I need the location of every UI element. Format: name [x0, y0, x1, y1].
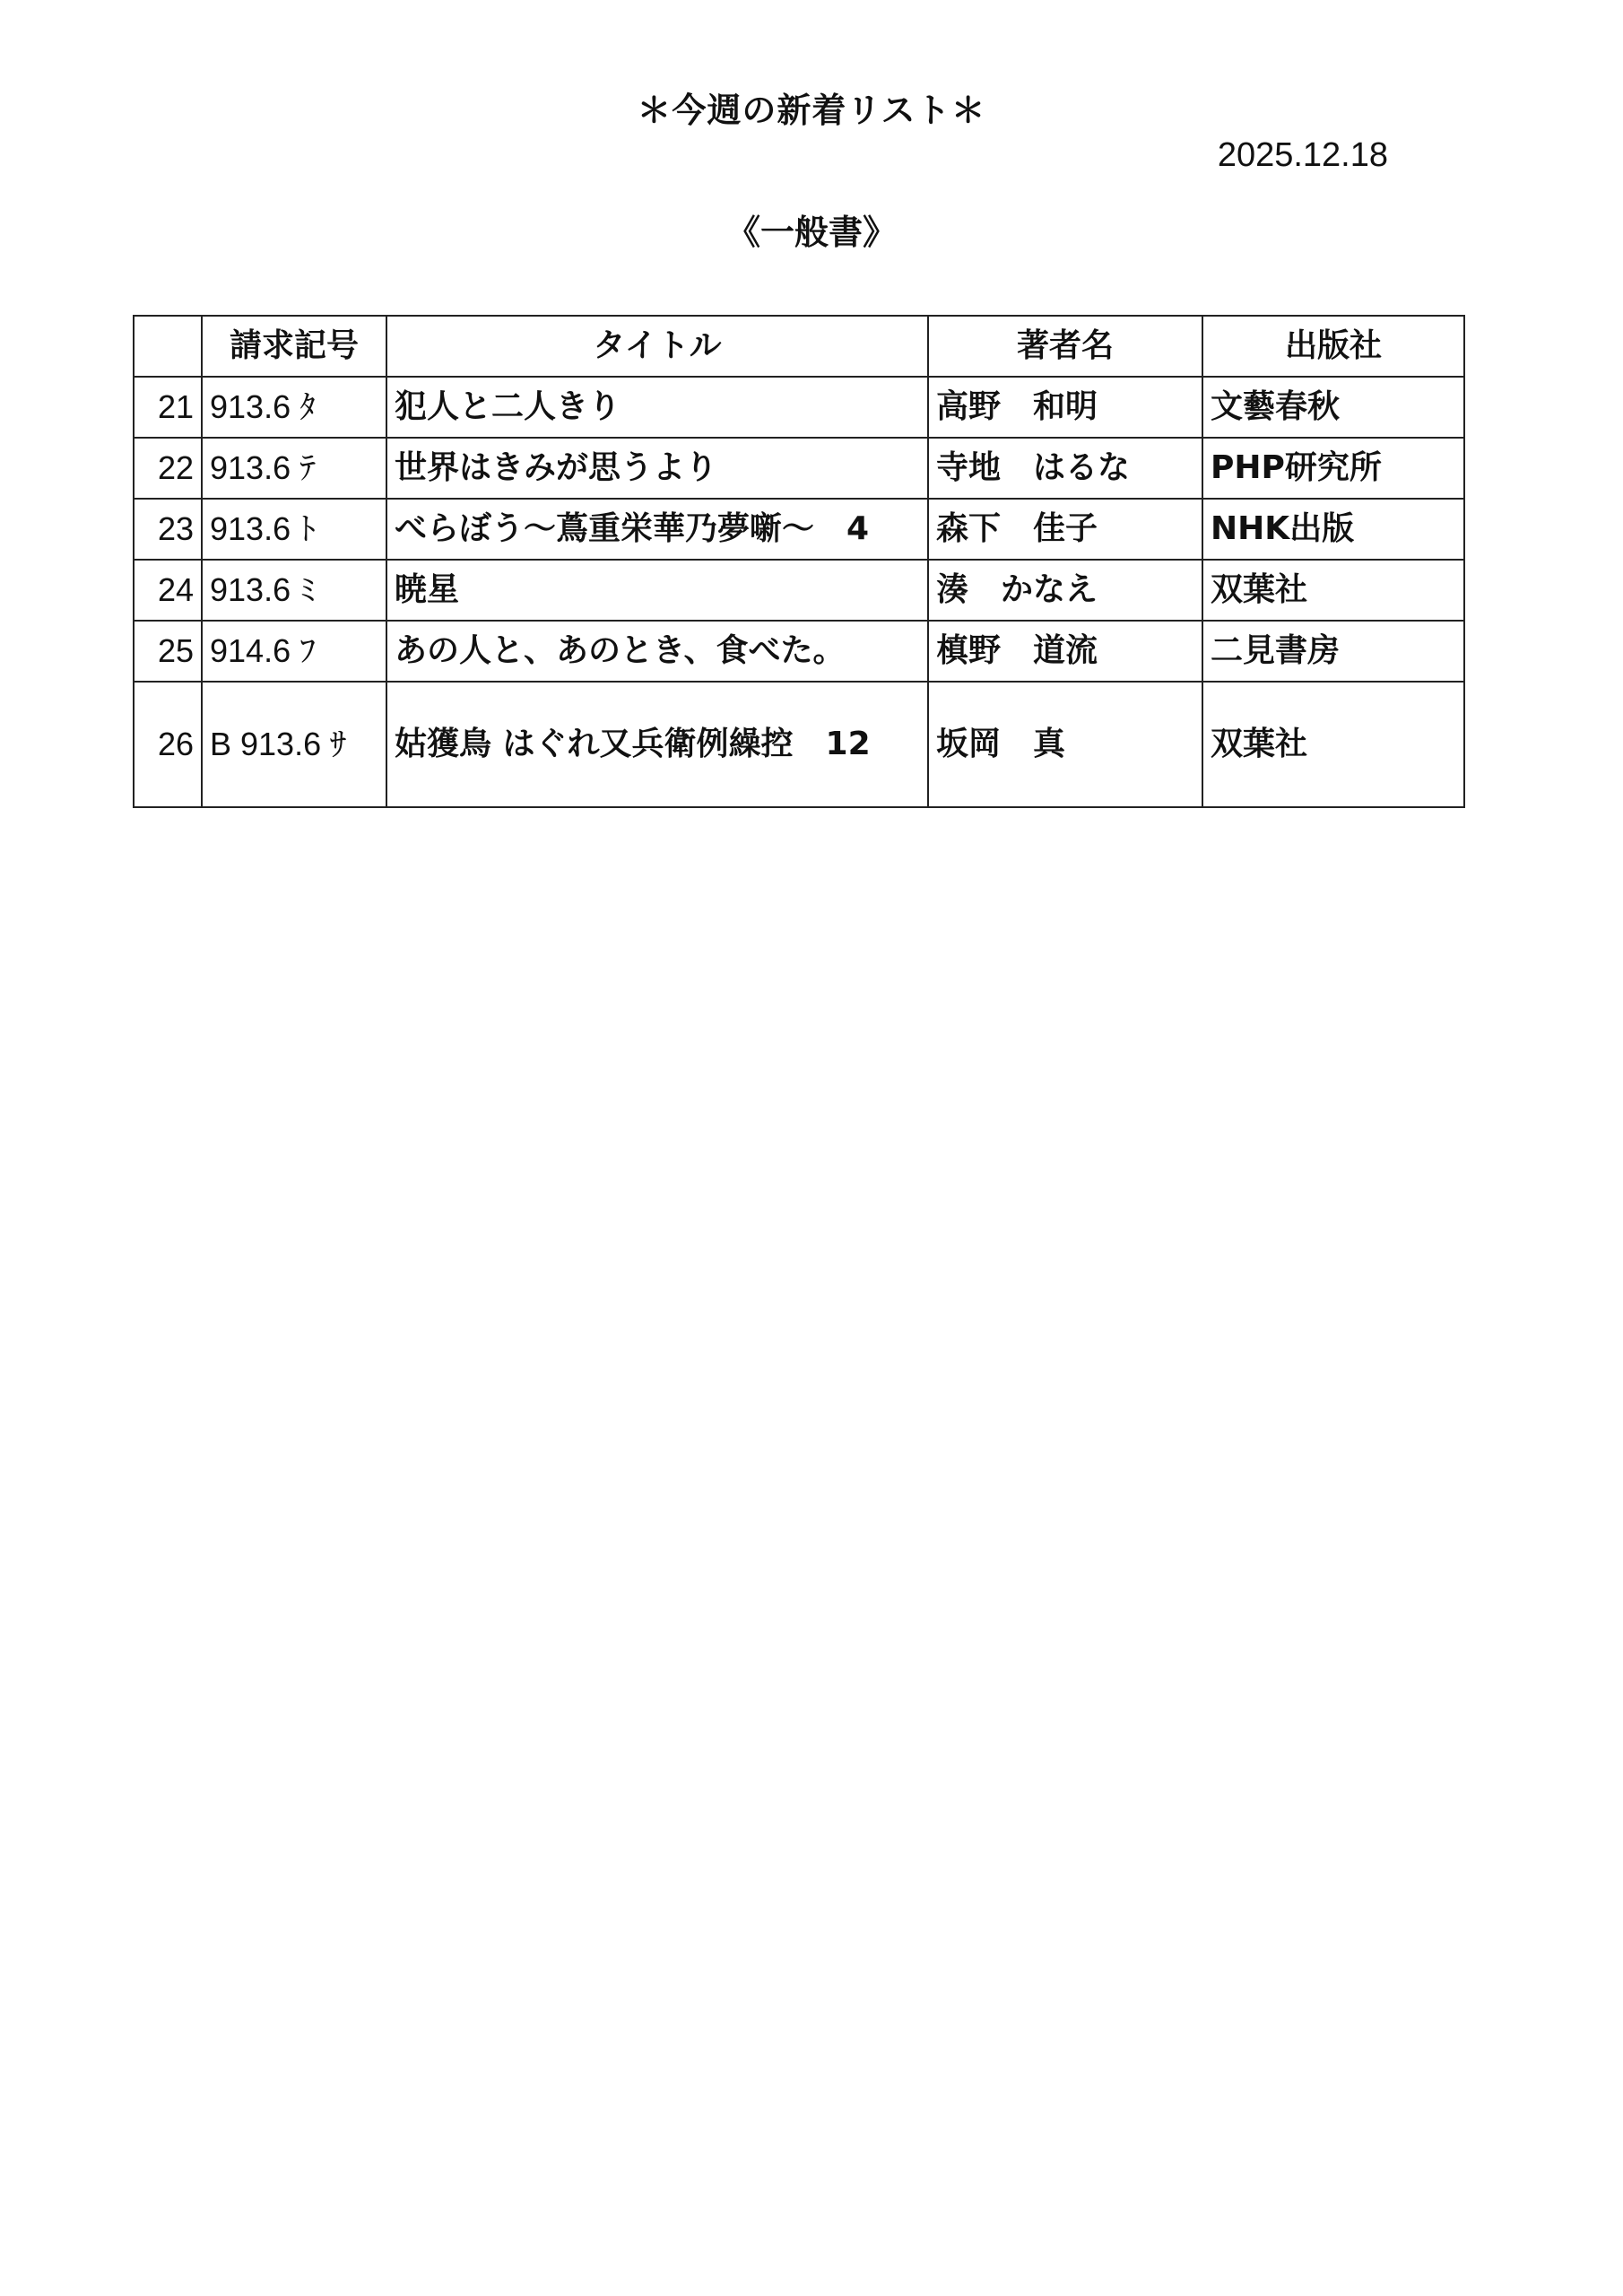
table-row: [134, 621, 1464, 682]
book-author: 坂岡 真: [928, 682, 1202, 807]
new-books-table: [133, 315, 1465, 808]
row-number: 26: [134, 682, 202, 807]
call-number: B 913.6 ｻ: [202, 682, 386, 807]
call-number: 913.6 ﾄ: [202, 499, 386, 560]
column-header-title: タイトル: [386, 316, 928, 377]
book-author: 湊 かなえ: [928, 560, 1202, 621]
row-number: 25: [134, 621, 202, 682]
book-title: 犯人と二人きり: [386, 377, 928, 438]
call-number: 913.6 ﾐ: [202, 560, 386, 621]
row-number: 24: [134, 560, 202, 621]
book-title: 姑獲鳥 はぐれ又兵衛例繰控 12: [386, 682, 928, 807]
page-title: ＊今週の新着リスト＊: [637, 91, 986, 130]
call-number: 913.6 ﾃ: [202, 438, 386, 499]
book-publisher: 双葉社: [1202, 560, 1464, 621]
table-row: [134, 499, 1464, 560]
table-row: [134, 377, 1464, 438]
column-header-publisher: 出版社: [1202, 316, 1464, 377]
book-author: 森下 佳子: [928, 499, 1202, 560]
list-date: 2025.12.18: [1217, 136, 1388, 174]
row-number: 23: [134, 499, 202, 560]
book-title: べらぼう～蔦重栄華乃夢噺～ 4: [386, 499, 928, 560]
column-header-author: 著者名: [928, 316, 1202, 377]
book-title: 世界はきみが思うより: [386, 438, 928, 499]
book-title: あの人と、あのとき、食べた。: [386, 621, 928, 682]
book-publisher: PHP研究所: [1202, 438, 1464, 499]
book-title: 暁星: [386, 560, 928, 621]
row-number: 22: [134, 438, 202, 499]
table-row: [134, 560, 1464, 621]
book-publisher: NHK出版: [1202, 499, 1464, 560]
book-author: 槙野 道流: [928, 621, 1202, 682]
table-header-row: [134, 316, 1464, 377]
call-number: 914.6 ﾌ: [202, 621, 386, 682]
call-number: 913.6 ﾀ: [202, 377, 386, 438]
book-author: 寺地 はるな: [928, 438, 1202, 499]
book-author: 高野 和明: [928, 377, 1202, 438]
table-row: [134, 438, 1464, 499]
section-heading: 《一般書》: [725, 213, 897, 252]
book-publisher: 二見書房: [1202, 621, 1464, 682]
book-publisher: 文藝春秋: [1202, 377, 1464, 438]
book-publisher: 双葉社: [1202, 682, 1464, 807]
row-number: 21: [134, 377, 202, 438]
column-header-number: [134, 316, 202, 377]
table-row: [134, 682, 1464, 807]
column-header-call-number: 請求記号: [202, 316, 386, 377]
